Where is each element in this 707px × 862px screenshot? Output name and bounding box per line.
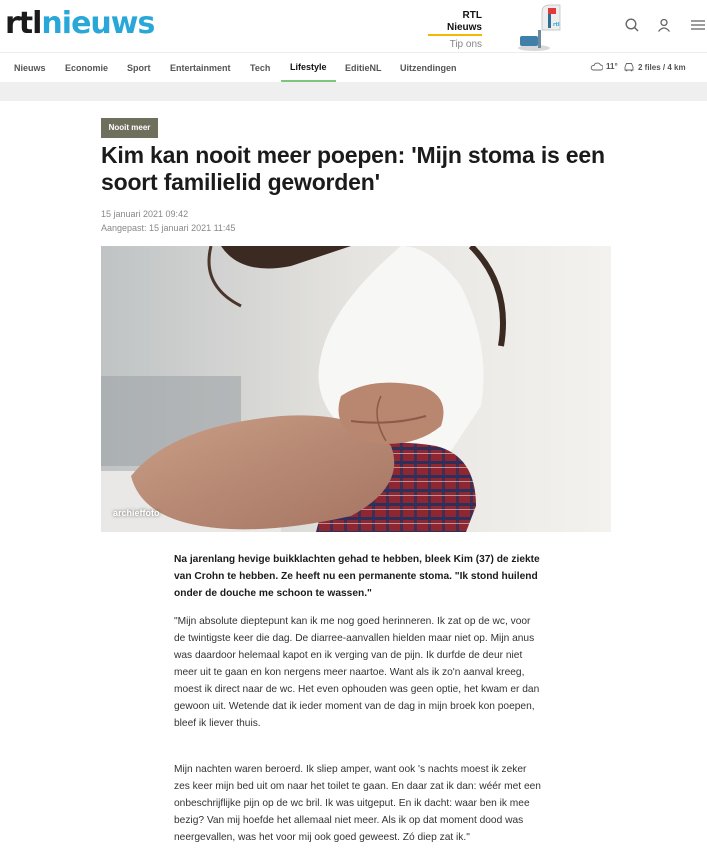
cloud-icon: [590, 62, 603, 71]
published-date: 15 januari 2021 09:42: [101, 209, 189, 219]
weather-temp: 11°: [606, 62, 618, 71]
article-paragraph: Mijn nachten waren beroerd. Ik sliep amper, want ook 's nachts moest ik zeker zes keer mijn bed uit om naar het toilet te gaan. En daar zat ik dan: wéér met een onbeschrijflijke pijn op de wc bril. Ik was uitgeput. En ik dacht: waar ben ik mee bezig? Van mij hoefde het allemaal niet meer. Als ik op dat moment dood was neergevallen, was het voor mij ook goed geweest. Zó diep zat ik.": [174, 764, 541, 843]
traffic-widget[interactable]: [623, 62, 686, 72]
article-title: Kim kan nooit meer poepen: 'Mijn stoma is een soort familielid geworden': [101, 142, 605, 195]
search-icon[interactable]: [624, 17, 640, 33]
updated-date: Aangepast: 15 januari 2021 11:45: [101, 223, 236, 233]
photo-illustration: [101, 246, 611, 532]
tip-ons-link[interactable]: [428, 10, 482, 50]
site-header: [0, 0, 707, 52]
article-photo: [101, 246, 611, 532]
car-icon: [623, 62, 635, 72]
nav-item-lifestyle[interactable]: Lifestyle: [281, 53, 336, 83]
photo-caption: archieffoto: [113, 508, 160, 518]
nav-item-nieuws[interactable]: Nieuws: [14, 63, 46, 73]
weather-widget[interactable]: [590, 62, 618, 71]
tip-title: RTL Nieuws: [428, 10, 482, 36]
nav-item-tech[interactable]: Tech: [250, 63, 271, 73]
rtl-nieuws-logo[interactable]: rtlnieuws: [5, 6, 155, 41]
svg-text:rtl: rtl: [553, 22, 560, 28]
main-nav: [0, 52, 707, 82]
tip-subtitle: Tip ons: [449, 39, 482, 50]
nav-item-sport[interactable]: Sport: [127, 63, 151, 73]
article-dates: [101, 207, 235, 235]
traffic-text: 2 files / 4 km: [638, 62, 686, 72]
mailbox-icon[interactable]: [512, 2, 572, 52]
ad-banner-strip: [0, 82, 707, 101]
nav-item-editienl[interactable]: EditieNL: [345, 63, 382, 73]
nav-item-uitzendingen[interactable]: Uitzendingen: [400, 63, 457, 73]
nav-item-economie[interactable]: Economie: [65, 63, 109, 73]
category-badge[interactable]: Nooit meer: [101, 118, 158, 138]
menu-icon[interactable]: [690, 17, 706, 33]
article-lead: Na jarenlang hevige buikklachten gehad te hebben, bleek Kim (37) de ziekte van Crohn te hebben. Ze heeft nu een permanente stoma. "Ik stond huilend onder de douche me schoon te wassen.": [174, 554, 540, 599]
user-icon[interactable]: [656, 17, 672, 33]
article-paragraph: "Mijn absolute dieptepunt kan ik me nog goed herinneren. Ik zat op de wc, voor de twintigste keer die dag. De diarree-aanvallen hielden maar niet op. Mijn anus was daardoor helemaal kapot en ik verging van de pijn. Ik durfde de deur niet meer uit te gaan en kon nergens meer naartoe. Want als ik zo'n aanval kreeg, moest ik direct naar de wc. Het even ophouden was geen optie, het kwam er dan gewoon uit. Wetende dat ik ieder moment van de dag in mijn broek kon poepen, bleef ik liever thuis.: [174, 616, 540, 729]
nav-item-entertainment[interactable]: Entertainment: [170, 63, 231, 73]
